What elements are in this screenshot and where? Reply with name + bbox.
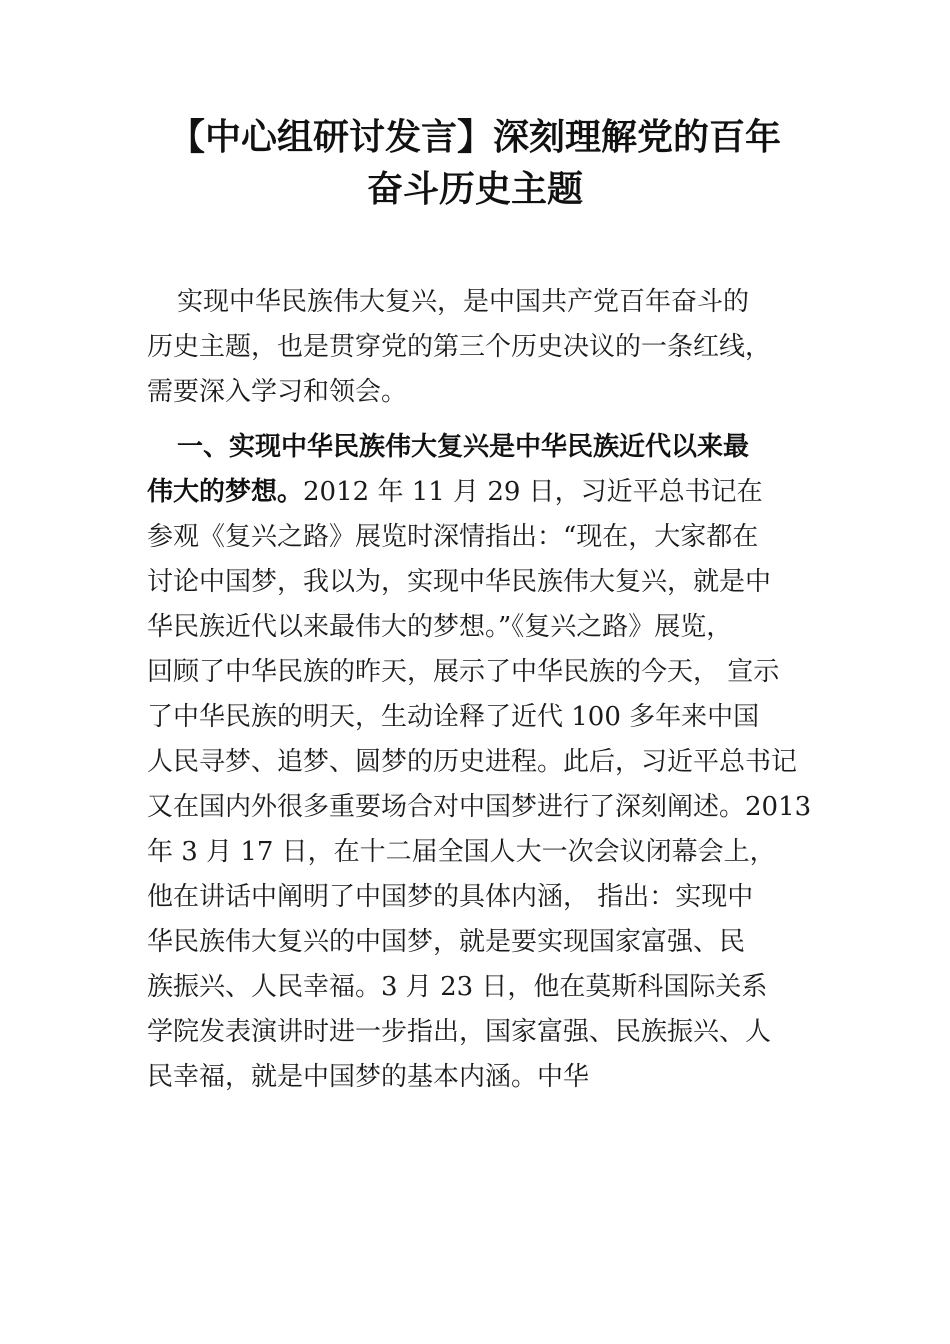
paragraph-line: 人民寻梦、追梦、圆梦的历史进程。此后，习近平总书记 [147,747,798,777]
section-heading: 一、实现中华民族伟大复兴是中华民族近代以来最 [177,432,750,462]
paragraph-line: 民幸福，就是中国梦的基本内涵。中华 [147,1062,590,1092]
paragraph-line: 学院发表演讲时进一步指出，国家富强、民族振兴、人 [147,1017,772,1047]
paragraph-line: 华民族伟大复兴的中国梦，就是要实现国家富强、民 [147,927,746,957]
paragraph-line: 族振兴、人民幸福。3 月 23 日，他在莫斯科国际关系 [147,972,768,1002]
title-line-1: 【中心组研讨发言】深刻理解党的百年 [168,117,781,158]
paragraph-line: 历史主题，也是贯穿党的第三个历史决议的一条红线， [147,332,772,362]
paragraph-line: 了中华民族的明天，生动诠释了近代 100 多年来中国 [147,702,760,732]
title-line-2: 奋斗历史主题 [366,169,583,210]
section-1-paragraph [147,425,812,1100]
paragraph-line [147,470,807,515]
paragraph-line: 华民族近代以来最伟大的梦想。”《复兴之路》展览， [147,612,733,642]
intro-paragraph [147,280,807,415]
page-title [110,112,840,216]
paragraph-line: 参观《复兴之路》展览时深情指出：“现在，大家都在 [147,522,759,552]
section-text: 2012 年 11 月 29 日，习近平总书记在 [303,477,763,507]
paragraph-line: 又在国内外很多重要场合对中国梦进行了深刻阐述。2013 [147,792,812,822]
paragraph-line: 年 3 月 17 日，在十二届全国人大一次会议闭幕会上， [147,837,776,867]
section-heading-end: 伟大的梦想。 [147,477,304,507]
paragraph-line: 实现中华民族伟大复兴，是中国共产党百年奋斗的 [177,287,750,317]
paragraph-line: 讨论中国梦，我以为，实现中华民族伟大复兴，就是中 [147,567,772,597]
paragraph-line: 需要深入学习和领会。 [147,377,408,407]
paragraph-line: 他在讲话中阐明了中国梦的具体内涵， 指出：实现中 [147,882,754,912]
paragraph-line: 回顾了中华民族的昨天，展示了中华民族的今天， 宣示 [147,657,780,687]
